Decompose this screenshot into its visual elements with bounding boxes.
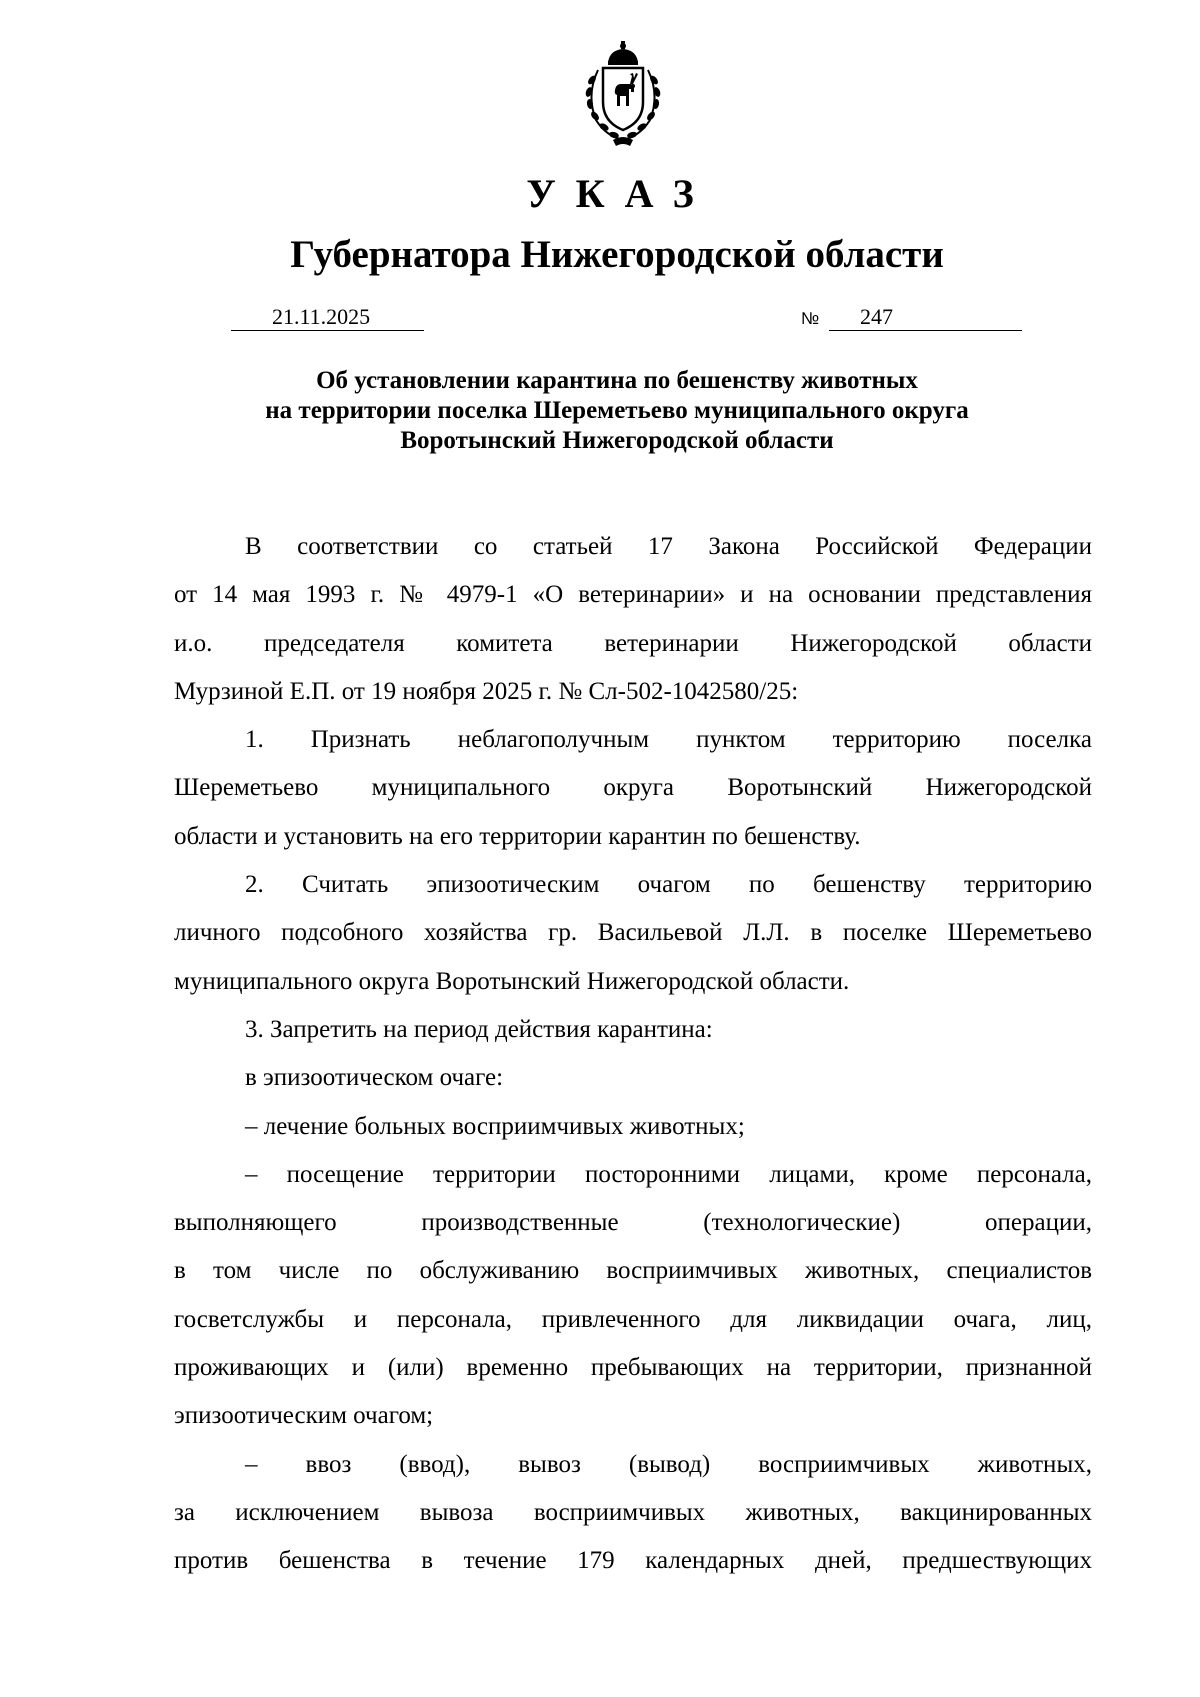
text-line: области и установить на его территории карантин по бешенству. [174,822,861,850]
heading-line: на территории поселка Шереметьево муниципального округа [265,397,969,424]
decree-heading [0,366,1200,456]
text-line: проживающих и (или) временно пребывающих на территории, признанной [174,1354,1092,1382]
text-line: – лечение больных восприимчивых животных; [245,1112,745,1140]
text-line: и.о. председателя комитета ветеринарии Нижегородской области [174,629,1092,657]
clause-1-paragraph [174,716,1092,861]
text-line: муниципального округа Воротынский Нижегородской области. [174,967,850,995]
issuer-title: Губернатора Нижегородской области [290,233,944,276]
number-sign: № [801,309,820,328]
document-type-title: УКАЗ [526,171,714,216]
clause-3-paragraph [174,1006,1092,1054]
date-field [231,302,424,331]
text-line: выполняющего производственные (технологические) операции, [174,1209,1092,1237]
text-line: 1. Признать неблагополучным пунктом территорию поселка [245,726,1092,754]
text-line: 3. Запретить на период действия карантина: [245,1015,713,1043]
prohibition-item [174,1103,1092,1151]
text-line: – ввоз (ввод), вывоз (вывод) восприимчивых животных, [245,1450,1092,1478]
text-line: госветслужбы и персонала, привлеченного для ликвидации очага, лиц, [174,1305,1092,1333]
text-line: В соответствии со статьей 17 Закона Российской Федерации [245,533,1092,560]
text-line: Шереметьево муниципального округа Воротынский Нижегородской [174,774,1092,802]
text-line: в эпизоотическом очаге: [245,1064,504,1092]
prohibition-item [174,1441,1092,1586]
coat-of-arms-emblem [568,40,678,148]
text-line: 2. Считать эпизоотическим очагом по бешенству территорию [245,871,1092,899]
text-line: Мурзиной Е.П. от 19 ноября 2025 г. № Сл-502-1042580/25: [174,677,799,705]
text-line: от 14 мая 1993 г. № 4979-1 «О ветеринарии» и на основании представления [174,581,1092,609]
text-line: в том числе по обслуживанию восприимчивых животных, специалистов [174,1257,1092,1285]
prohibition-item [174,1151,1092,1441]
number-field [829,302,1022,331]
text-line: эпизоотическим очагом; [174,1402,434,1430]
text-line: – посещение территории посторонними лицами, кроме персонала, [245,1160,1092,1188]
heading-line: Воротынский Нижегородской области [400,427,834,454]
text-line: личного подсобного хозяйства гр. Васильевой Л.Л. в поселке Шереметьево [174,919,1092,947]
text-line: против бешенства в течение 179 календарных дней, предшествующих [174,1547,1092,1575]
text-line: за исключением вывоза восприимчивых животных, вакцинированных [174,1498,1092,1526]
focus-subheading [174,1054,1092,1102]
heading-line: Об установлении карантина по бешенству животных [316,367,918,394]
clause-2-paragraph [174,861,1092,1006]
preamble-paragraph [174,523,1092,716]
date-value: 21.11.2025 [272,304,371,329]
decree-body [174,523,1092,1586]
number-value: 247 [860,304,893,329]
